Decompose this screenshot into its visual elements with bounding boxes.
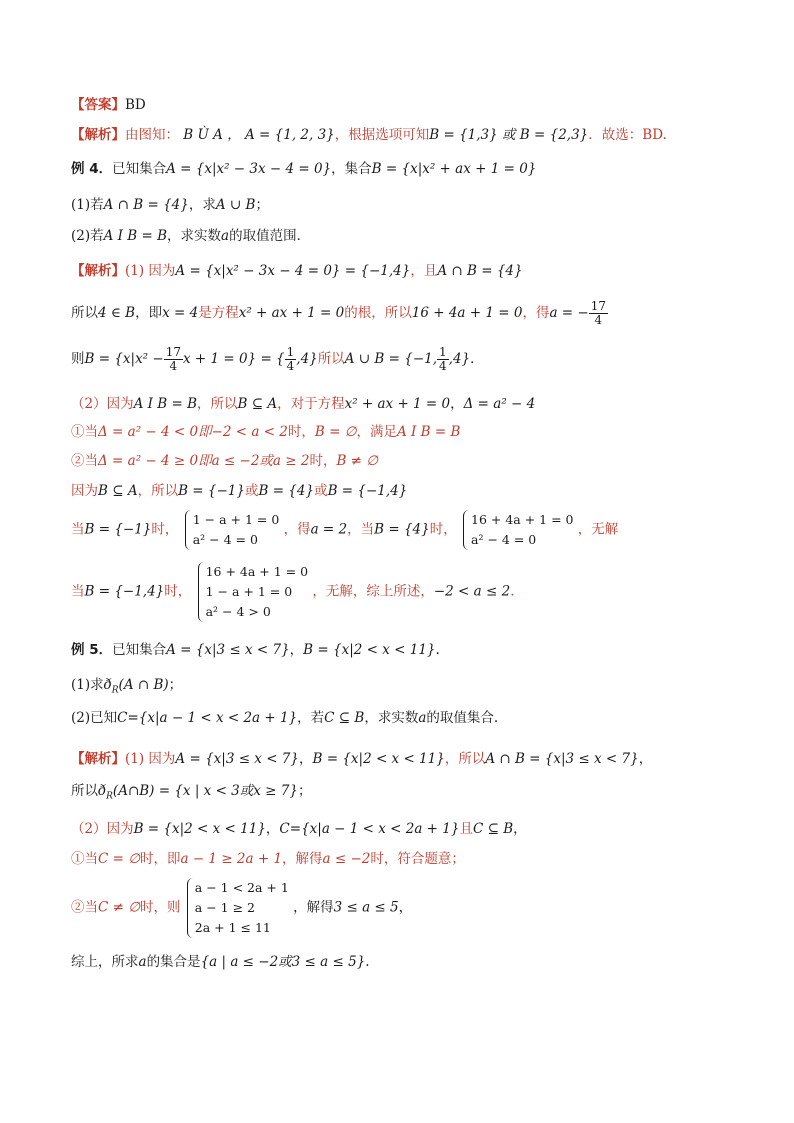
math-expression: B ⊆ A [237,396,278,412]
analysis-line-1 [71,126,667,144]
analysis-text: ．故选：BD. [588,127,667,143]
math-expression: a [138,954,147,970]
text: (2)已知 [71,710,118,726]
text: ②当 [71,453,98,469]
math-expression: a ≤ −2 [322,851,371,867]
example-number: 例 4． [71,161,113,177]
conclusion-line [71,953,370,971]
math-expression: B Ù A ， A = {1, 2, 3} [183,127,335,143]
text: 则 [71,351,85,367]
math-expression: a = 2 [310,521,348,538]
equation: 1 − a + 1 = 0 [192,512,280,527]
math-expression: B = {−1} [178,483,245,499]
equation: 16 + 4a + 1 = 0 [471,512,574,527]
text: (1)求 [71,677,104,693]
math-expression: A I B = B [396,424,461,440]
text: . [435,642,440,658]
case-2-line [71,452,378,470]
math-expression: 4 ∈ B [98,305,136,321]
math-expression: A ∪ B [215,197,256,213]
text: 时，则 [139,899,181,916]
text: 的取值集合. [426,710,499,726]
example-5-part-2 [71,709,498,727]
text: ②当 [71,899,98,916]
text: 或 [244,483,259,499]
example-4-title [71,160,536,178]
math-expression: {a | a ≤ −2或3 ≤ a ≤ 5} [200,954,366,970]
math-expression: a − 1 ≥ 2a + 1 [180,851,283,867]
text: ， [299,751,313,767]
math-expression: x² + ax + 1 = 0 [344,396,451,412]
equation-system [185,878,289,938]
fraction [437,346,449,373]
numerator: 17 [590,299,606,313]
analysis-text: (1) 因为 [125,751,176,767]
math-expression: a = − [549,305,589,321]
text: 已知集合 [112,161,167,177]
equation: a − 1 ≥ 2 [194,900,255,915]
math-expression: B = {x|x² + ax + 1 = 0} [371,161,537,177]
math-expression: C={x|a − 1 < x < 2a + 1} [117,710,298,726]
numerator: 1 [439,345,447,359]
text: ， [265,821,280,837]
text: ①当 [71,851,98,867]
math-expression: A = {x|x² − 3x − 4 = 0} = {−1,4} [175,263,411,279]
analysis-text: ，所以 [197,396,238,412]
analysis-text: 由图知： [125,127,179,143]
math-expression: A ∩ B = {x|3 ≤ x < 7} [485,751,639,767]
text: 的取值范围． [229,228,311,244]
example-number: 例 5． [71,642,113,658]
math-expression: a [221,228,230,244]
case-c-empty-line [71,850,465,868]
text: ，所以 [137,483,179,499]
text: 时，即 [139,851,181,867]
math-expression: B = {−1} [84,521,152,538]
text: ． [470,351,484,367]
analysis-5-line-1 [71,750,652,768]
text: 所以 [71,305,98,321]
math-expression: ,4} [448,351,471,367]
math-expression: B = {x|2 < x < 11} [303,642,436,658]
math-expression: ,4} [296,351,318,367]
math-expression: B = {−1,4} [327,483,408,499]
math-expression: Δ = a² − 4 < 0即−2 < a < 2 [98,424,288,440]
math-expression: Δ = a² − 4 [463,396,536,412]
analysis-text: 且 [459,821,473,837]
math-expression: B = {x|x² − [84,351,164,367]
math-expression: C ⊆ B [472,821,514,837]
math-expression: A I B = B [133,396,197,412]
math-expression: B = {x|2 < x < 11} [312,751,445,767]
analysis-label: 【解析】 [71,127,125,143]
analysis-text: 所以 [317,351,345,367]
math-expression: A I B = B [103,228,168,244]
text: ； [255,197,269,213]
equation: a² − 4 = 0 [471,532,537,547]
text: ， [450,396,464,412]
analysis-text: 的根，所以 [344,305,412,321]
case-1-line [71,423,460,441]
subscript: R [111,685,119,696]
analysis-label: 【解析】 [71,263,125,279]
answer-line [71,96,146,114]
text: ，当 [347,521,375,538]
text: ， [513,821,527,837]
analysis-4-part-2 [71,395,535,413]
math-expression: B = {4} [374,521,430,538]
analysis-text: （2）因为 [71,396,134,412]
text: ，求 [188,197,216,213]
answer-value: BD [125,97,146,113]
text: 所以 [71,783,98,799]
text: 当 [71,583,85,600]
text: ； [168,677,183,693]
math-expression: C={x|a − 1 < x < 2a + 1} [279,821,460,837]
analysis-4-line-2 [71,300,608,327]
analysis-text: ，对于方程 [277,396,345,412]
case-c-nonempty-line [71,878,412,938]
math-expression: B = {4} [258,483,315,499]
analysis-label: 【解析】 [71,751,125,767]
text: ，无解 [577,521,619,538]
math-expression: x = 4 [162,305,199,321]
text: ，得 [283,521,311,538]
text: 当 [71,521,85,538]
text: ，无解，综上所述， [312,583,434,600]
equation: 1 − a + 1 = 0 [205,584,293,599]
text: 时， [164,583,192,600]
example-5-part-1 [71,676,182,700]
text: ，即 [135,305,163,321]
math-expression: B = {1,3} 或 B = {2,3} [429,127,589,143]
analysis-text: ，所以 [444,751,486,767]
math-expression: B ⊆ A [98,483,138,499]
text: ，集合 [331,161,372,177]
equation: 2a + 1 ≤ 11 [194,920,271,935]
text: ； [297,783,312,799]
equation-system [461,510,573,550]
analysis-text: (1) 因为 [125,263,176,279]
text: ，解得 [282,851,323,867]
complement-symbol: ð [103,677,112,693]
text: 已知集合 [112,642,167,658]
equation: a − 1 < 2a + 1 [194,880,289,895]
text: (1)若 [71,197,104,213]
analysis-text: ，根据选项可知 [334,127,430,143]
math-expression: 3 ≤ a ≤ 5 [333,899,399,916]
example-4-part-2 [71,227,310,245]
math-expression: C ⊆ B [324,710,365,726]
math-expression: Δ = a² − 4 ≥ 0即a ≤ −2或a ≥ 2 [98,453,310,469]
text: 时， [287,424,315,440]
subscript: R [106,791,113,802]
equation: a² − 4 > 0 [205,604,271,619]
math-expression: 16 + 4a + 1 = 0 [411,305,523,321]
text: 时， [309,453,337,469]
math-expression: A = {x|3 ≤ x < 7} [166,642,290,658]
math-expression: A ∩ B = {4} [103,197,189,213]
example-4-part-1 [71,196,269,214]
text: ， [638,751,653,767]
math-expression: A ∩ B = {4} [437,263,523,279]
text: ． [510,583,524,600]
math-expression: (A ∩ B) [118,677,169,693]
text: ， [289,642,304,658]
analysis-4-line-3 [71,346,484,373]
denominator: 4 [169,359,178,373]
math-expression: x + 1 = 0} = { [182,351,285,367]
text: . [365,954,370,970]
example-5-title [71,641,440,659]
text: ，解得 [293,899,334,916]
answer-label: 【答案】 [71,97,125,113]
text: 因为 [71,483,98,499]
text: 时， [151,521,179,538]
text: 时， [429,521,457,538]
math-expression: a [418,710,427,726]
denominator: 4 [594,313,603,327]
text: ，满足 [356,424,397,440]
text: 或 [314,483,328,499]
text: ， [398,899,413,916]
math-expression: −2 < a ≤ 2 [433,583,511,600]
math-expression: B = {x|2 < x < 11} [133,821,266,837]
fraction [589,300,608,327]
analysis-text: 是方程 [198,305,239,321]
math-expression: B = {−1,4} [84,583,165,600]
math-expression: A = {x|x² − 3x − 4 = 0} [166,161,332,177]
complement-symbol: ð [98,783,107,799]
text: ，若 [297,710,325,726]
analysis-text: （2）因为 [71,821,134,837]
case-b-minus1-line [71,510,618,550]
denominator: 4 [439,359,447,373]
math-expression: A = {x|3 ≤ x < 7} [175,751,299,767]
math-expression: A ∪ B = {−1, [344,351,438,367]
text: ①当 [71,424,98,440]
numerator: 17 [165,345,181,359]
text: 综上，所求 [71,954,139,970]
math-expression: B ≠ ∅ [336,453,379,469]
analysis-text: ，且 [410,263,438,279]
fraction [285,346,297,373]
equation: a² − 4 = 0 [192,532,258,547]
analysis-5-line-2 [71,782,311,806]
denominator: 4 [286,359,295,373]
numerator: 1 [286,345,295,359]
math-expression: C ≠ ∅ [98,899,140,916]
equation: 16 + 4a + 1 = 0 [205,564,309,579]
fraction [164,346,183,373]
math-expression: B = ∅ [314,424,357,440]
text: (2)若 [71,228,104,244]
equation-system [183,510,280,550]
text: 的集合是 [146,954,201,970]
math-expression: (A∩B) = {x | x < 3或x ≥ 7} [112,783,298,799]
analysis-5-part-2 [71,820,527,838]
case-b-minus1-4-line [71,562,524,622]
analysis-4-line-1 [71,262,523,280]
subset-cases-line [71,482,407,500]
text: ，求实数 [167,228,222,244]
math-expression: x² + ax + 1 = 0 [238,305,345,321]
math-expression: C = ∅ [98,851,140,867]
text: 时，符合题意； [370,851,465,867]
text: ，求实数 [364,710,419,726]
equation-system [196,562,308,622]
analysis-text: ，得 [522,305,550,321]
